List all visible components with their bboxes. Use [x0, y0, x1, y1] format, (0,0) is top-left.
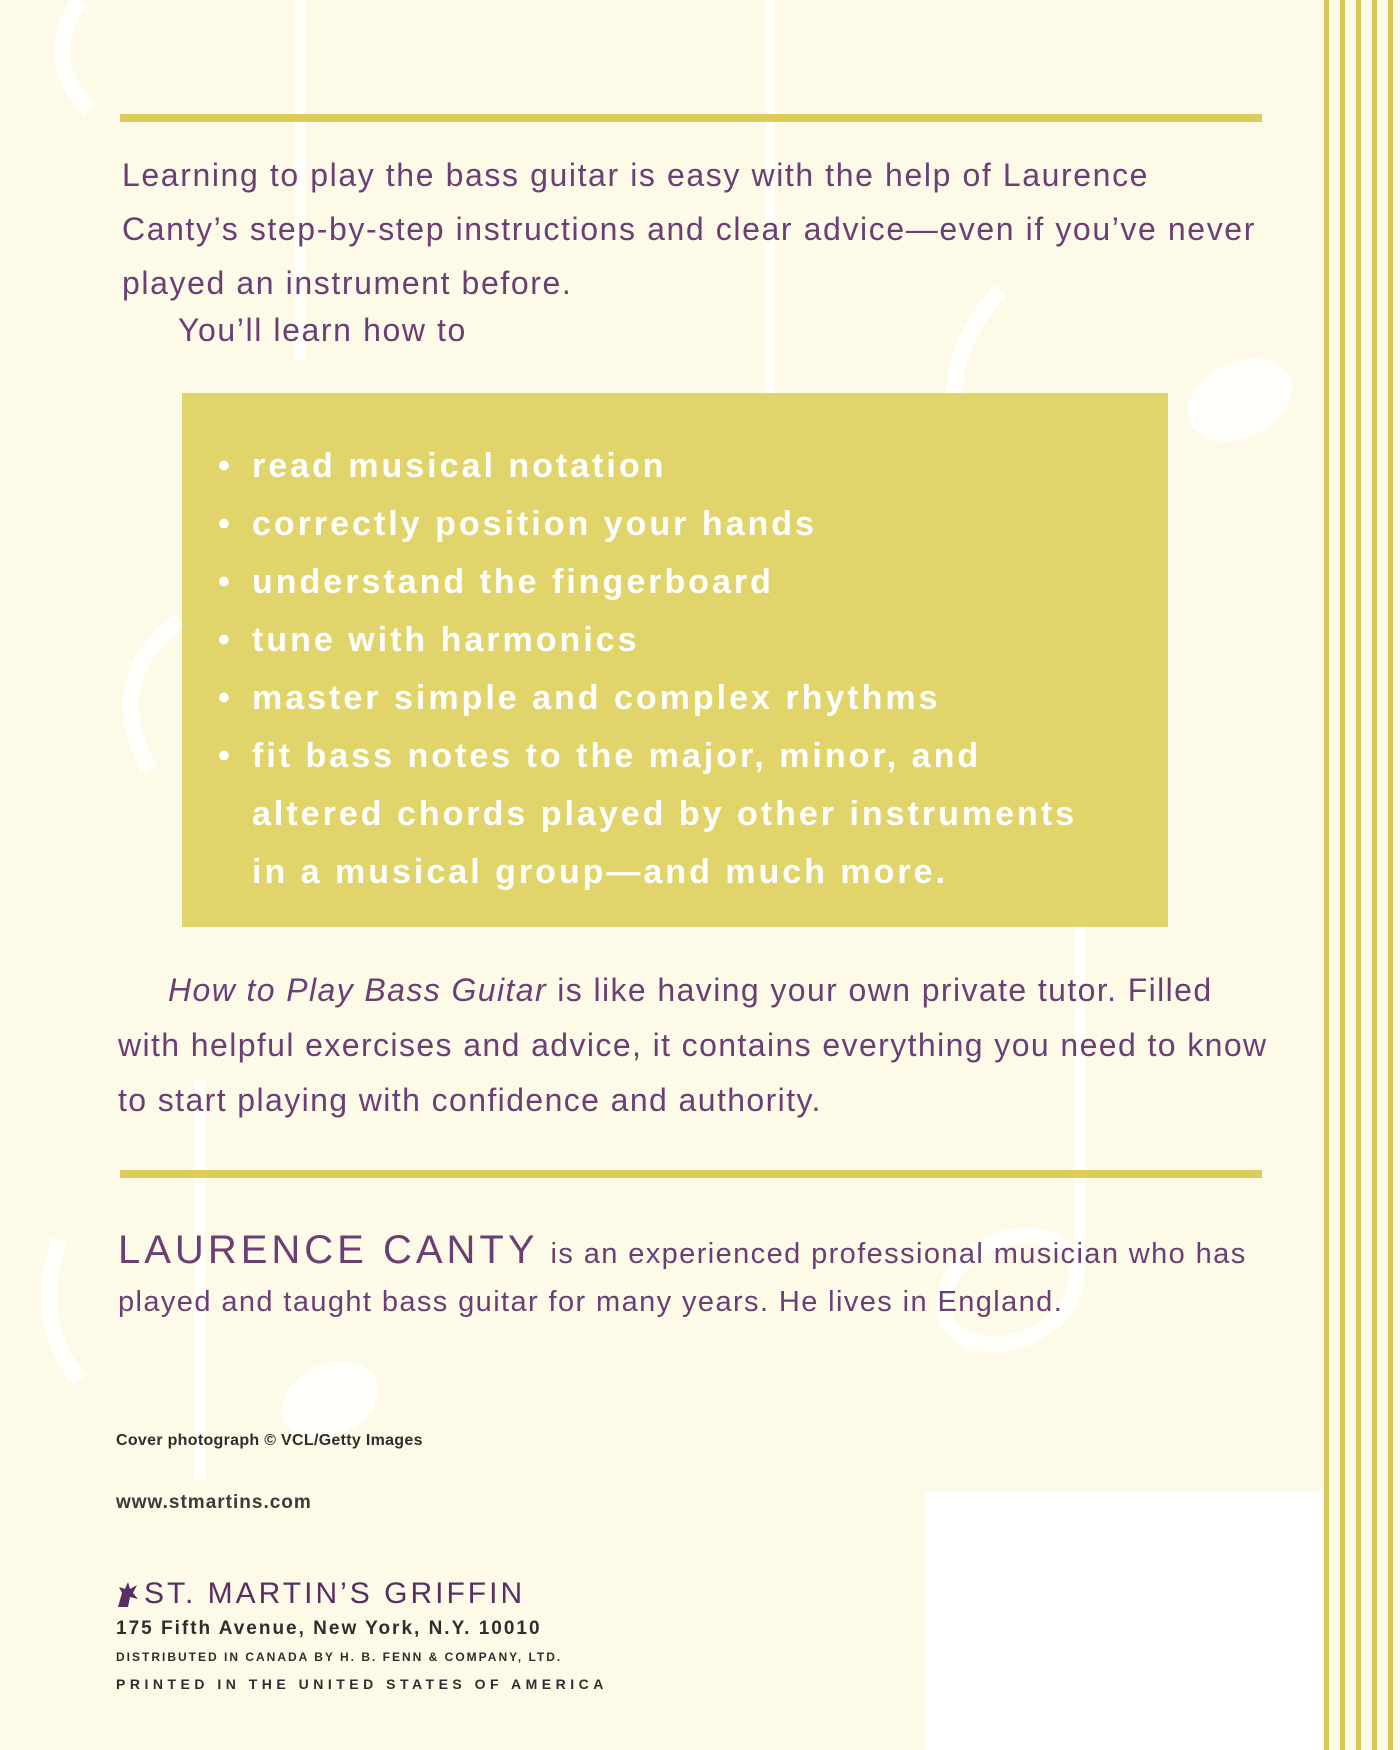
top-divider — [120, 114, 1262, 122]
learn-lead-in: You’ll learn how to — [178, 312, 467, 348]
publisher-block — [116, 1574, 608, 1692]
side-stripes — [1320, 0, 1400, 1750]
skills-box — [182, 393, 1168, 927]
bullet-icon: • — [218, 563, 233, 601]
skill-item: • fit bass notes to the major, minor, and altered chords played by other instruments in a musical group—and much more. — [218, 727, 1112, 901]
barcode-area — [925, 1492, 1322, 1750]
skill-item: • master simple and complex rhythms — [218, 669, 1168, 727]
skills-list — [182, 393, 1168, 901]
intro-paragraph: Learning to play the bass guitar is easy with the help of Laurence Canty’s step-by-step instructions and clear advice—even if you’ve never played an instrument before. — [122, 157, 1256, 301]
book-title: How to Play Bass Guitar — [168, 972, 547, 1008]
author-bio: LAURENCE CANTY is an experienced professional musician who has played and taught bass guitar for many years. He lives in England. — [118, 1228, 1247, 1318]
griffin-logo-icon — [116, 1579, 140, 1609]
skill-item: • understand the fingerboard — [218, 553, 1168, 611]
publisher-url[interactable]: www.stmartins.com — [116, 1492, 312, 1513]
middle-divider — [120, 1170, 1262, 1178]
canada-distribution: DISTRIBUTED IN CANADA BY H. B. FENN & COMPANY, LTD. — [116, 1650, 563, 1664]
bullet-icon: • — [218, 505, 233, 543]
author-name: LAURENCE CANTY — [118, 1228, 539, 1272]
bullet-icon: • — [218, 621, 233, 659]
skill-item: • correctly position your hands — [218, 495, 1168, 553]
bullet-icon: • — [218, 679, 233, 717]
bullet-icon: • — [218, 737, 233, 775]
skill-item: • read musical notation — [218, 437, 1168, 495]
printed-in: PRINTED IN THE UNITED STATES OF AMERICA — [116, 1676, 608, 1692]
publisher-address: 175 Fifth Avenue, New York, N.Y. 10010 — [116, 1618, 542, 1639]
tutor-paragraph: How to Play Bass Guitar is like having your own private tutor. Filled with helpful exercises and advice, it contains everything you need to know to start playing with confidence and authority. — [118, 972, 1268, 1118]
bullet-icon: • — [218, 447, 233, 485]
skill-item: • tune with harmonics — [218, 611, 1168, 669]
photo-credit: Cover photograph © VCL/Getty Images — [116, 1432, 423, 1449]
publisher-name: ST. MARTIN’S GRIFFIN — [144, 1577, 526, 1610]
